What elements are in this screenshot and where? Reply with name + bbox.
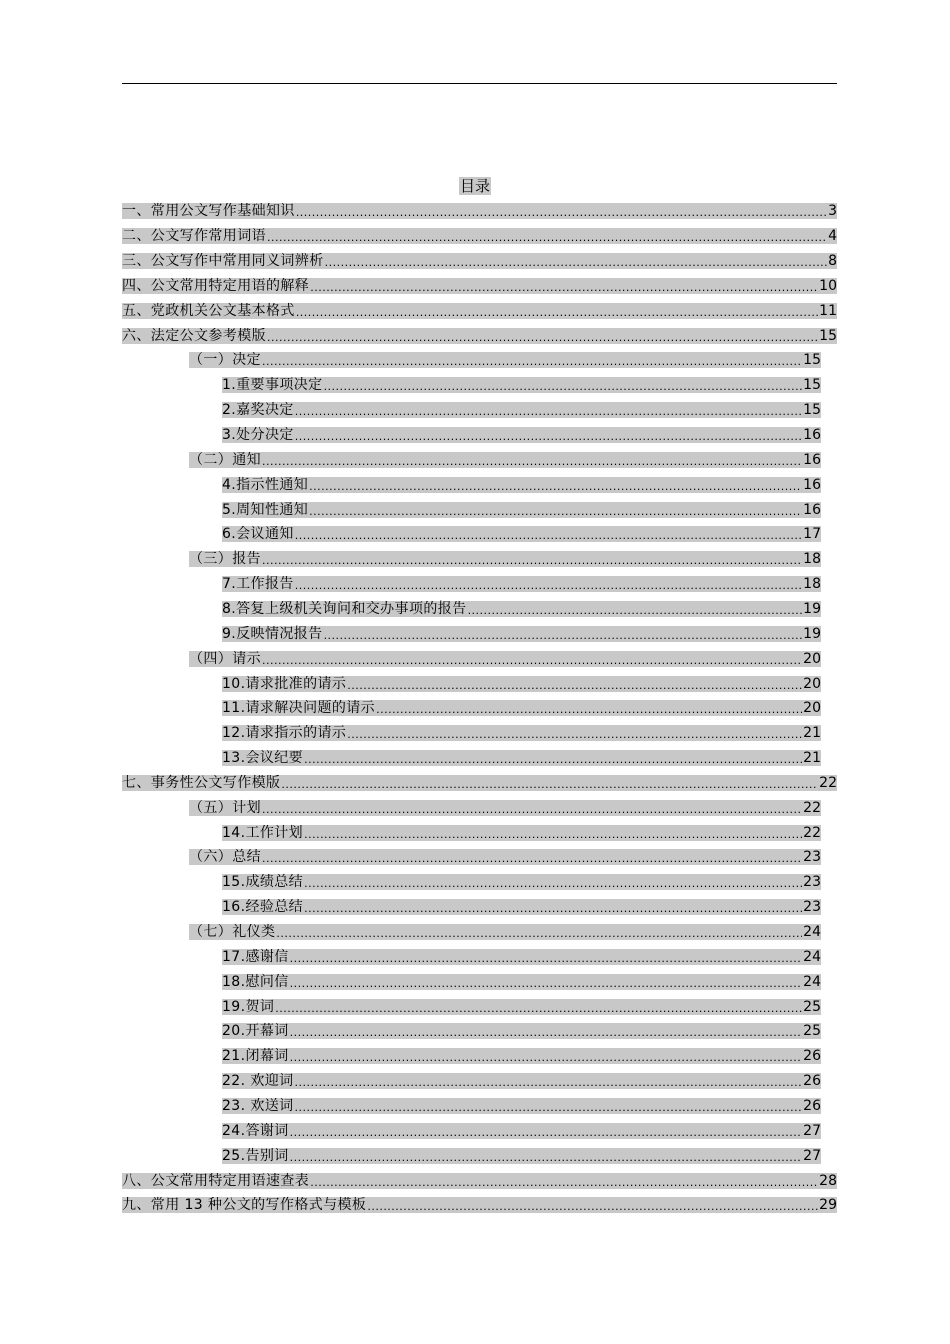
toc-leader-dots <box>347 729 802 741</box>
toc-entry[interactable] <box>122 771 837 796</box>
toc-entry-title: （五）计划 <box>189 799 261 816</box>
toc-entry-highlight <box>122 253 837 269</box>
toc-entry-page-number: 22 <box>803 824 821 841</box>
toc-leader-dots <box>262 804 802 816</box>
toc-leader-dots <box>324 630 803 642</box>
toc-leader-dots <box>296 207 827 219</box>
toc-entry-title: 1.重要事项决定 <box>222 377 323 394</box>
toc-entry[interactable] <box>222 1094 821 1119</box>
toc-entry-title: 13.会议纪要 <box>222 750 304 767</box>
toc-entry[interactable] <box>222 945 821 970</box>
toc-leader-dots <box>290 978 803 990</box>
toc-entry-highlight <box>122 203 837 219</box>
toc-entry-highlight <box>222 427 821 443</box>
toc-entry-page-number: 22 <box>819 774 837 791</box>
toc-entry-highlight <box>222 1048 821 1064</box>
toc-entry[interactable] <box>122 1168 837 1193</box>
toc-leader-dots <box>262 456 802 468</box>
toc-entry-title: 12.请求指示的请示 <box>222 725 347 742</box>
toc-entry[interactable] <box>222 1069 821 1094</box>
toc-leader-dots <box>309 481 802 493</box>
toc-entry-highlight <box>189 352 821 368</box>
toc-entry-highlight <box>222 601 821 617</box>
toc-leader-dots <box>295 530 802 542</box>
toc-entry-title: 七、事务性公文写作模版 <box>122 774 281 791</box>
toc-entry-highlight <box>222 402 821 418</box>
toc-entry[interactable] <box>122 274 837 299</box>
toc-entry-title: 20.开幕词 <box>222 1023 289 1040</box>
toc-entry-page-number: 18 <box>803 551 821 568</box>
toc-entry-page-number: 15 <box>803 402 821 419</box>
toc-entry[interactable] <box>122 249 837 274</box>
toc-entry-page-number: 24 <box>803 948 821 965</box>
toc-entry-title: 15.成绩总结 <box>222 874 304 891</box>
toc-entry-page-number: 8 <box>828 253 837 270</box>
toc-entry-page-number: 3 <box>828 203 837 220</box>
toc-entry[interactable] <box>222 870 821 895</box>
toc-entry-title: 9.反映情况报告 <box>222 625 323 642</box>
toc-entry-page-number: 19 <box>803 600 821 617</box>
toc-entry-highlight <box>222 974 821 990</box>
toc-entry[interactable] <box>189 448 821 473</box>
toc-entry-highlight <box>222 676 821 692</box>
toc-entry[interactable] <box>222 1019 821 1044</box>
toc-entry-page-number: 20 <box>803 650 821 667</box>
toc-entry[interactable] <box>189 348 821 373</box>
toc-entry-page-number: 16 <box>803 476 821 493</box>
toc-entry-page-number: 27 <box>803 1122 821 1139</box>
toc-entry-title: 五、党政机关公文基本格式 <box>122 302 295 319</box>
toc-entry[interactable] <box>222 1118 821 1143</box>
toc-entry-page-number: 23 <box>803 874 821 891</box>
toc-leader-dots <box>262 555 802 567</box>
toc-leader-dots <box>295 1102 803 1114</box>
toc-entry-highlight <box>122 303 837 319</box>
toc-entry-page-number: 27 <box>803 1147 821 1164</box>
toc-entry-title: 11.请求解决问题的请示 <box>222 700 376 717</box>
toc-leader-dots <box>304 829 802 841</box>
toc-entry-page-number: 26 <box>803 1073 821 1090</box>
toc-entry-page-number: 21 <box>803 725 821 742</box>
toc-entry-page-number: 28 <box>819 1172 837 1189</box>
toc-entry-highlight <box>122 328 837 344</box>
toc-entry[interactable] <box>189 920 821 945</box>
toc-entry-page-number: 24 <box>803 924 821 941</box>
toc-entry[interactable] <box>222 1044 821 1069</box>
toc-entry-page-number: 24 <box>803 973 821 990</box>
toc-entry-highlight <box>222 700 821 716</box>
toc-entry-title: 18.慰问信 <box>222 973 289 990</box>
toc-entry-highlight <box>189 452 821 468</box>
toc-entry-page-number: 20 <box>803 675 821 692</box>
toc-entry[interactable] <box>222 746 821 771</box>
toc-entry[interactable] <box>222 398 821 423</box>
toc-title <box>0 176 950 196</box>
toc-entry-title: （六）总结 <box>189 849 261 866</box>
toc-entry-page-number: 4 <box>828 228 837 245</box>
toc-entry-highlight <box>222 377 821 393</box>
toc-entry-title: 六、法定公文参考模版 <box>122 327 266 344</box>
toc-entry-highlight <box>122 1197 837 1213</box>
toc-entry-title: （一）决定 <box>189 352 261 369</box>
toc-entry-title: 16.经验总结 <box>222 899 304 916</box>
toc-entry-page-number: 29 <box>819 1197 837 1214</box>
toc-entry[interactable] <box>189 547 821 572</box>
toc-entry-highlight <box>222 576 821 592</box>
toc-leader-dots <box>295 1077 803 1089</box>
toc-entry-title: 25.告别词 <box>222 1147 289 1164</box>
toc-entry-highlight <box>189 651 821 667</box>
toc-entry-highlight <box>222 874 821 890</box>
toc-entry-title: 19.贺词 <box>222 998 275 1015</box>
toc-entry-title: 21.闭幕词 <box>222 1048 289 1065</box>
toc-entry-highlight <box>122 775 837 791</box>
toc-entry-title: 四、公文常用特定用语的解释 <box>122 277 310 294</box>
toc-entry[interactable] <box>222 671 821 696</box>
toc-leader-dots <box>310 282 818 294</box>
toc-entry[interactable] <box>222 597 821 622</box>
toc-leader-dots <box>304 903 802 915</box>
toc-leader-dots <box>262 853 802 865</box>
toc-entry[interactable] <box>222 497 821 522</box>
toc-entry-highlight <box>122 278 837 294</box>
toc-entry-highlight <box>189 551 821 567</box>
toc-leader-dots <box>310 1177 818 1189</box>
toc-entry-page-number: 15 <box>803 352 821 369</box>
toc-entry[interactable] <box>222 472 821 497</box>
toc-entry-page-number: 26 <box>803 1048 821 1065</box>
toc-entry[interactable] <box>222 373 821 398</box>
toc-entry[interactable] <box>222 621 821 646</box>
toc-entry-title: 10.请求批准的请示 <box>222 675 347 692</box>
toc-entry-highlight <box>222 502 821 518</box>
toc-entry-page-number: 25 <box>803 1023 821 1040</box>
toc-entry-page-number: 21 <box>803 750 821 767</box>
toc-entry-highlight <box>222 725 821 741</box>
toc-entry-highlight <box>222 1073 821 1089</box>
toc-entry-title: 九、常用 13 种公文的写作格式与模板 <box>122 1197 367 1214</box>
toc-entry-page-number: 23 <box>803 899 821 916</box>
toc-entry-title: 二、公文写作常用词语 <box>122 228 266 245</box>
toc-leader-dots <box>376 704 802 716</box>
toc-entry[interactable] <box>122 298 837 323</box>
toc-leader-dots <box>325 257 827 269</box>
toc-leader-dots <box>367 1201 818 1213</box>
toc-entry-title: 6.会议通知 <box>222 526 294 543</box>
toc-leader-dots <box>267 232 827 244</box>
toc-entry-highlight <box>189 924 821 940</box>
toc-entry[interactable] <box>189 646 821 671</box>
toc-entry[interactable] <box>222 522 821 547</box>
toc-leader-dots <box>290 1127 803 1139</box>
toc-entry[interactable] <box>222 696 821 721</box>
toc-entry-highlight <box>222 999 821 1015</box>
toc-entry-page-number: 15 <box>819 327 837 344</box>
toc-leader-dots <box>290 953 803 965</box>
header-rule <box>122 83 837 84</box>
toc-entry[interactable] <box>222 994 821 1019</box>
toc-leader-dots <box>295 431 802 443</box>
toc-leader-dots <box>295 580 802 592</box>
toc-entry-page-number: 26 <box>803 1097 821 1114</box>
toc-entry-page-number: 16 <box>803 451 821 468</box>
toc-entry-title: 2.嘉奖决定 <box>222 402 294 419</box>
toc-entry-highlight <box>222 477 821 493</box>
toc-entry-title: 7.工作报告 <box>222 576 294 593</box>
toc-entry-page-number: 25 <box>803 998 821 1015</box>
toc-entry-highlight <box>189 800 821 816</box>
toc-entry-title: 22. 欢迎词 <box>222 1073 294 1090</box>
toc-entry-title: 24.答谢词 <box>222 1122 289 1139</box>
toc-entry-page-number: 16 <box>803 501 821 518</box>
toc-entry-page-number: 10 <box>819 277 837 294</box>
toc-entry-title: （七）礼仪类 <box>189 924 276 941</box>
toc-entry-highlight <box>222 1023 821 1039</box>
toc-entry[interactable] <box>122 1193 837 1218</box>
toc-entry-page-number: 23 <box>803 849 821 866</box>
toc-entry-highlight <box>222 1123 821 1139</box>
toc-entry-highlight <box>222 949 821 965</box>
toc-entry-page-number: 15 <box>803 377 821 394</box>
toc-entry-title: 23. 欢送词 <box>222 1097 294 1114</box>
toc-entry-page-number: 17 <box>803 526 821 543</box>
toc-leader-dots <box>295 406 802 418</box>
toc-leader-dots <box>468 605 803 617</box>
toc-entry-title: （二）通知 <box>189 451 261 468</box>
toc-leader-dots <box>290 1027 803 1039</box>
toc-entry-highlight <box>222 750 821 766</box>
toc-leader-dots <box>267 332 818 344</box>
toc-entry-page-number: 18 <box>803 576 821 593</box>
toc-entry-title: 三、公文写作中常用同义词辨析 <box>122 253 324 270</box>
toc-leader-dots <box>276 928 802 940</box>
toc-entry-highlight <box>222 526 821 542</box>
toc-entry[interactable] <box>189 845 821 870</box>
toc-entry-page-number: 16 <box>803 427 821 444</box>
toc-entry[interactable] <box>222 1143 821 1168</box>
toc-entry-title: （四）请示 <box>189 650 261 667</box>
toc-leader-dots <box>309 506 802 518</box>
toc-entry-page-number: 19 <box>803 625 821 642</box>
toc-entry-title: 5.周知性通知 <box>222 501 309 518</box>
toc-entry[interactable] <box>122 224 837 249</box>
toc-title-text: 目录 <box>459 177 490 195</box>
toc-entry-highlight <box>122 1173 837 1189</box>
toc-entry-highlight <box>222 626 821 642</box>
toc-entry[interactable] <box>222 423 821 448</box>
toc-leader-dots <box>296 307 818 319</box>
toc-entry-highlight <box>222 1148 821 1164</box>
toc-entry-title: 一、常用公文写作基础知识 <box>122 203 295 220</box>
toc-leader-dots <box>275 1003 802 1015</box>
toc-entry-highlight <box>222 825 821 841</box>
toc-entry-highlight <box>222 899 821 915</box>
toc-entry[interactable] <box>222 820 821 845</box>
toc-entry[interactable] <box>122 323 837 348</box>
toc-entry-page-number: 20 <box>803 700 821 717</box>
toc-entry[interactable] <box>222 969 821 994</box>
toc-entry[interactable] <box>222 572 821 597</box>
toc-leader-dots <box>347 680 802 692</box>
toc-leader-dots <box>324 381 803 393</box>
toc-entry[interactable] <box>189 795 821 820</box>
toc-entry-highlight <box>189 849 821 865</box>
toc-entry[interactable] <box>222 721 821 746</box>
toc-entry-title: 八、公文常用特定用语速查表 <box>122 1172 310 1189</box>
toc-entry-title: 14.工作计划 <box>222 824 304 841</box>
toc-entry-highlight <box>222 1098 821 1114</box>
toc-leader-dots <box>290 1052 803 1064</box>
toc-entry-highlight <box>122 228 837 244</box>
toc-entry-page-number: 11 <box>819 302 837 319</box>
toc-leader-dots <box>281 779 818 791</box>
toc-entry-title: （三）报告 <box>189 551 261 568</box>
toc-entry-page-number: 22 <box>803 799 821 816</box>
toc-leader-dots <box>304 878 802 890</box>
toc-entry[interactable] <box>222 895 821 920</box>
toc-entry-title: 4.指示性通知 <box>222 476 309 493</box>
toc-leader-dots <box>262 356 802 368</box>
toc-entry[interactable] <box>122 199 837 224</box>
toc-leader-dots <box>304 754 802 766</box>
toc-leader-dots <box>262 655 802 667</box>
toc-leader-dots <box>290 1152 803 1164</box>
toc-entry-title: 8.答复上级机关询问和交办事项的报告 <box>222 600 467 617</box>
toc-entry-title: 17.感谢信 <box>222 948 289 965</box>
toc-entry-title: 3.处分决定 <box>222 427 294 444</box>
